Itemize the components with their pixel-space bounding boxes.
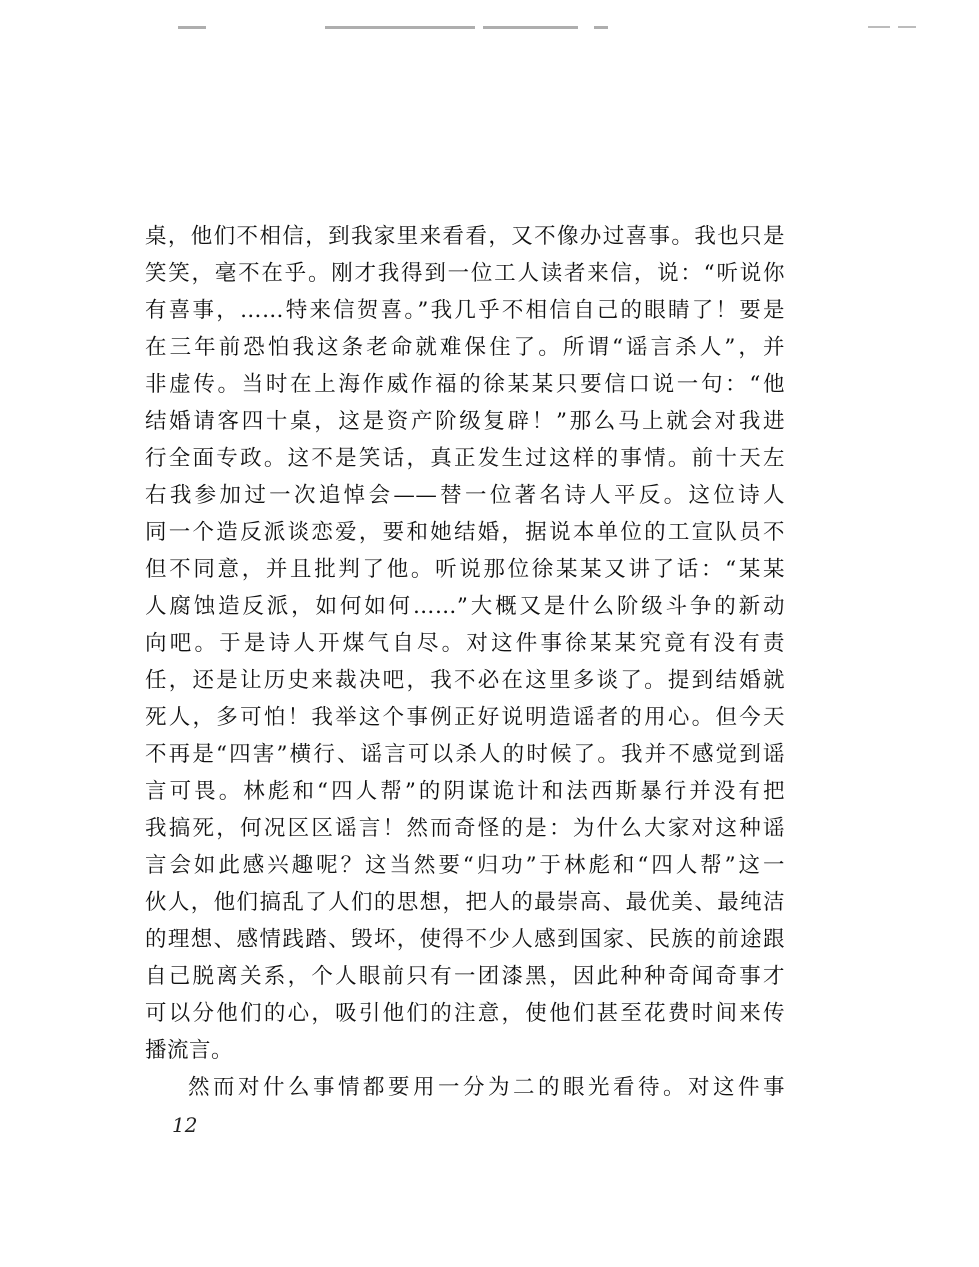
text-line: 结婚请客四十桌，这是资产阶级复辟！”那么马上就会对我进 — [145, 409, 785, 434]
text-line: 言会如此感兴趣呢？这当然要“归功”于林彪和“四人帮”这一 — [145, 853, 785, 878]
text-line: 有喜事，……特来信贺喜。”我几乎不相信自己的眼睛了！要是 — [145, 298, 785, 323]
text-line: 笑笑，毫不在乎。刚才我得到一位工人读者来信，说：“听说你 — [145, 261, 785, 286]
text-line-paragraph-end: 播流言。 — [145, 1038, 234, 1063]
text-line: 我搞死，何况区区谣言！然而奇怪的是：为什么大家对这种谣 — [145, 816, 785, 841]
scan-artifact-header — [0, 26, 979, 36]
text-line: 人腐蚀造反派，如何如何……”大概又是什么阶级斗争的新动 — [145, 594, 785, 619]
text-line: 自己脱离关系，个人眼前只有一团漆黑，因此种种奇闻奇事才 — [145, 964, 785, 989]
text-line: 同一个造反派谈恋爱，要和她结婚，据说本单位的工宣队员不 — [145, 520, 785, 545]
text-line: 右我参加过一次追悼会——替一位著名诗人平反。这位诗人 — [145, 483, 785, 508]
text-line: 不再是“四害”横行、谣言可以杀人的时候了。我并不感觉到谣 — [145, 742, 785, 767]
text-line: 伙人，他们搞乱了人们的思想，把人的最崇高、最优美、最纯洁 — [145, 890, 785, 915]
body-text — [145, 218, 785, 1106]
text-line: 桌，他们不相信，到我家里来看看，又不像办过喜事。我也只是 — [145, 224, 785, 249]
text-line: 言可畏。林彪和“四人帮”的阴谋诡计和法西斯暴行并没有把 — [145, 779, 785, 804]
text-line: 在三年前恐怕我这条老命就难保住了。所谓“谣言杀人”，并 — [145, 335, 785, 360]
text-line: 非虚传。当时在上海作威作福的徐某某只要信口说一句：“他 — [145, 372, 785, 397]
text-line: 行全面专政。这不是笑话，真正发生过这样的事情。前十天左 — [145, 446, 785, 471]
text-line: 但不同意，并且批判了他。听说那位徐某某又讲了话：“某某 — [145, 557, 785, 582]
text-line: 向吧。于是诗人开煤气自尽。对这件事徐某某究竟有没有责 — [145, 631, 785, 656]
page-number: 12 — [172, 1113, 198, 1137]
text-line: 的理想、感情践踏、毁坏，使得不少人感到国家、民族的前途跟 — [145, 927, 785, 952]
text-line: 死人，多可怕！我举这个事例正好说明造谣者的用心。但今天 — [145, 705, 785, 730]
text-line: 可以分他们的心，吸引他们的注意，使他们甚至花费时间来传 — [145, 1001, 785, 1026]
text-line-paragraph-start: 然而对什么事情都要用一分为二的眼光看待。对这件事 — [188, 1075, 785, 1100]
text-line: 任，还是让历史来裁决吧，我不必在这里多谈了。提到结婚就 — [145, 668, 785, 693]
